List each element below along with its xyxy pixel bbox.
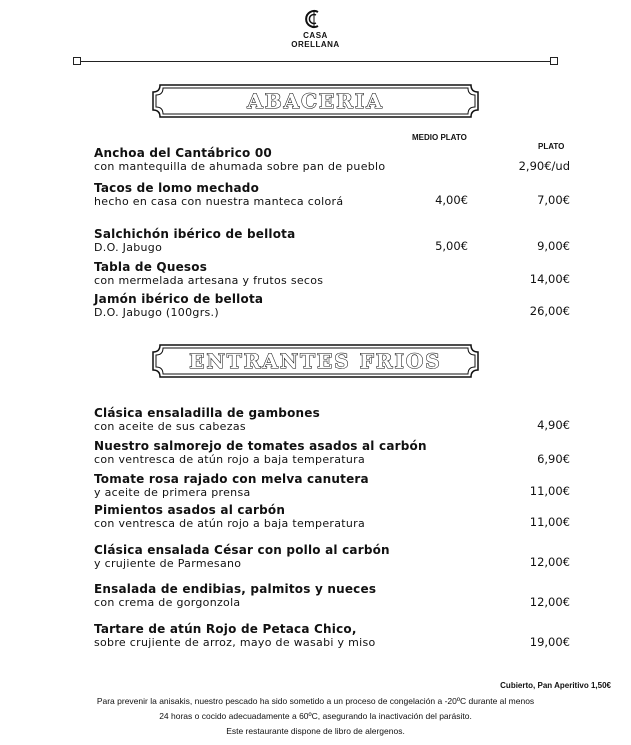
- item-description: hecho en casa con nuestra manteca colorá: [94, 195, 344, 208]
- item-price-full: 14,00€: [529, 272, 570, 286]
- menu-item: [94, 227, 594, 254]
- item-description: D.O. Jabugo (100grs.): [94, 306, 219, 319]
- item-description: con crema de gorgonzola: [94, 596, 241, 609]
- footer-anisakis-line-2: 24 horas o cocido adecuadamente a 60ºC, asegurando la inactivación del parásito.: [159, 711, 472, 721]
- item-price-full: 6,90€: [537, 452, 570, 466]
- item-price-full: 12,00€: [529, 595, 570, 609]
- item-name: Anchoa del Cantábrico 00: [94, 146, 272, 160]
- item-price-full: 12,00€: [529, 555, 570, 569]
- item-description: con aceite de sus cabezas: [94, 420, 246, 433]
- item-price-full: 2,90€/ud: [518, 159, 570, 173]
- item-description: con mantequilla de ahumada sobre pan de pueblo: [94, 160, 386, 173]
- item-name: Tomate rosa rajado con melva canutera: [94, 472, 369, 486]
- item-price-full: 4,90€: [537, 418, 570, 432]
- footer-allergens-note: Este restaurante dispone de libro de alergenos.: [226, 726, 405, 736]
- item-price-full: 11,00€: [529, 484, 570, 498]
- item-description: con mermelada artesana y frutos secos: [94, 274, 324, 287]
- section-banner-entrantes: [152, 344, 479, 378]
- column-header-half: MEDIO PLATO: [412, 133, 467, 142]
- column-header-full: PLATO: [538, 142, 565, 151]
- item-price-full: 11,00€: [529, 515, 570, 529]
- item-description: y aceite de primera prensa: [94, 486, 251, 499]
- item-price-full: 19,00€: [529, 635, 570, 649]
- brand-line-2: ORELLANA: [291, 40, 340, 49]
- item-name: Tabla de Quesos: [94, 260, 208, 274]
- item-name-prefix: Tartare de atún Rojo de: [94, 622, 263, 636]
- item-description: y crujiente de Parmesano: [94, 557, 242, 570]
- section-banner-abaceria: [152, 84, 479, 118]
- divider-end-right: [550, 57, 558, 65]
- item-description: sobre crujiente de arroz, mayo de wasabi y miso: [94, 636, 376, 649]
- section-title-entrantes: ENTRANTES FRIOS: [189, 349, 442, 373]
- item-description: D.O. Jabugo: [94, 241, 163, 254]
- menu-item: [94, 439, 594, 466]
- menu-item: [94, 622, 594, 649]
- item-name: Clásica ensalada César con pollo al carbón: [94, 543, 390, 557]
- menu-item: [94, 472, 594, 499]
- item-description: con ventresca de atún rojo a baja temperatura: [94, 453, 366, 466]
- menu-item: [94, 503, 594, 530]
- item-name: Ensalada de endibias, palmitos y nueces: [94, 582, 377, 596]
- menu-item: [94, 181, 594, 208]
- logo-icon: [303, 8, 325, 30]
- item-price-full: 9,00€: [537, 239, 570, 253]
- item-name: Jamón ibérico de bellota: [94, 292, 264, 306]
- item-name: Clásica ensaladilla de gambones: [94, 406, 320, 420]
- menu-item: [94, 543, 594, 570]
- item-name: Nuestro salmorejo de tomates asados al carbón: [94, 439, 427, 453]
- footer-anisakis-line-1: Para prevenir la anisakis, nuestro pescado ha sido sometido a un proceso de congelación a -20ºC durante al menos: [96, 696, 535, 706]
- header-divider: [78, 61, 554, 62]
- item-name-strong: Petaca Chico,: [262, 622, 357, 636]
- cover-charge-note: Cubierto, Pan Aperitivo 1,50€: [500, 681, 611, 690]
- item-name: Salchichón ibérico de bellota: [94, 227, 296, 241]
- menu-item: [94, 260, 594, 287]
- item-name: Pimientos asados al carbón: [94, 503, 286, 517]
- item-price-half: 5,00€: [435, 239, 468, 253]
- menu-item: [94, 406, 594, 433]
- menu-item: [94, 582, 594, 609]
- item-price-half: 4,00€: [435, 193, 468, 207]
- section-title-abaceria: ABACERIA: [247, 89, 384, 113]
- item-price-full: 7,00€: [537, 193, 570, 207]
- item-name: Tacos de lomo mechado: [94, 181, 260, 195]
- divider-end-left: [73, 57, 81, 65]
- item-description: con ventresca de atún rojo a baja temperatura: [94, 517, 366, 530]
- brand-line-1: CASA: [303, 31, 328, 40]
- item-price-full: 26,00€: [529, 304, 570, 318]
- item-name: [94, 622, 594, 636]
- menu-item: [94, 292, 594, 319]
